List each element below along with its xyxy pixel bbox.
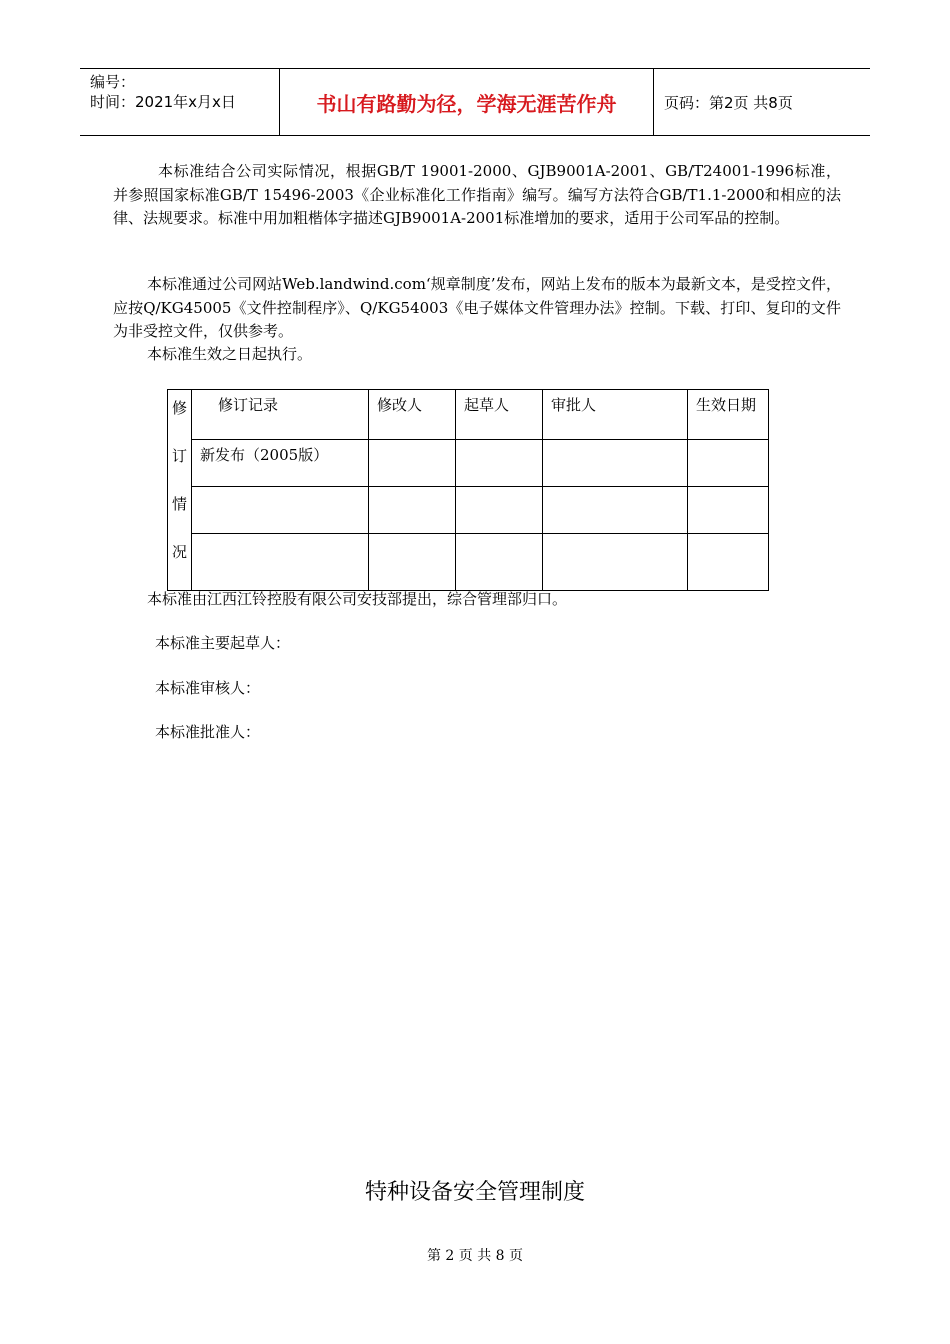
document-time-label: 时间：2021年x月x日 bbox=[90, 93, 236, 111]
intro-paragraph-2: 本标准通过公司网站Web.landwind.com‘规章制度’发布，网站上发布的版本为最新文本，是受控文件，应按Q/KG45005《文件控制程序》、Q/KG54003《电子媒体文件管理办法》控制。下载、打印、复印的文件为非受控文件，仅供参考。 bbox=[113, 275, 841, 340]
table-cell bbox=[456, 486, 543, 533]
intro-paragraph-3: 本标准生效之日起执行。 bbox=[147, 345, 313, 363]
header-meta bbox=[80, 69, 280, 135]
column-header: 修改人 bbox=[369, 390, 456, 440]
table-cell bbox=[456, 533, 543, 590]
intro-paragraph-1: 本标准结合公司实际情况，根据GB/T 19001-2000、GJB9001A-2001、GB/T24001-1996标准，并参照国家标准GB/T 15496-2003《企业标准化工作指南》编写。编写方法符合GB/T1.1-2000和相应的法律、法规要求。标准中用加粗楷体字描述GJB9001A-2001标准增加的要求，适用于公司军品的控制。 bbox=[113, 162, 841, 227]
column-header: 生效日期 bbox=[688, 390, 769, 440]
side-char: 况 bbox=[172, 543, 188, 561]
table-cell bbox=[688, 486, 769, 533]
drafter-line: 本标准主要起草人： bbox=[155, 634, 291, 652]
document-title: 特种设备安全管理制度 bbox=[364, 1180, 585, 1205]
approver-line: 本标准批准人： bbox=[155, 723, 261, 741]
header-page-number: 页码：第2页 共8页 bbox=[664, 93, 793, 112]
table-cell bbox=[543, 533, 688, 590]
column-header: 起草人 bbox=[456, 390, 543, 440]
table-cell bbox=[543, 486, 688, 533]
table-cell bbox=[543, 439, 688, 486]
table-cell bbox=[369, 533, 456, 590]
table-row bbox=[168, 533, 769, 590]
document-number-label: 编号： bbox=[90, 73, 136, 91]
table-cell bbox=[192, 486, 369, 533]
table-cell bbox=[688, 533, 769, 590]
column-header: 修订记录 bbox=[192, 390, 369, 440]
side-char: 订 bbox=[172, 447, 188, 465]
page-footer: 第 2 页 共 8 页 bbox=[426, 1248, 524, 1264]
revision-table bbox=[167, 389, 769, 591]
reviewer-line: 本标准审核人： bbox=[155, 679, 261, 697]
table-cell bbox=[369, 439, 456, 486]
page-header bbox=[80, 68, 870, 136]
column-header: 审批人 bbox=[543, 390, 688, 440]
table-cell bbox=[192, 533, 369, 590]
table-cell bbox=[456, 439, 543, 486]
revision-side-label bbox=[168, 390, 192, 591]
side-char: 情 bbox=[172, 495, 188, 513]
table-row bbox=[168, 439, 769, 486]
table-cell: 新发布（2005版） bbox=[192, 439, 369, 486]
side-char: 修 bbox=[172, 399, 188, 417]
table-row bbox=[168, 486, 769, 533]
table-cell bbox=[688, 439, 769, 486]
proposer-statement: 本标准由江西江铃控股有限公司安技部提出，综合管理部归口。 bbox=[147, 590, 568, 608]
header-motto: 书山有路勤为径，学海无涯苦作舟 bbox=[280, 69, 654, 135]
table-cell bbox=[369, 486, 456, 533]
